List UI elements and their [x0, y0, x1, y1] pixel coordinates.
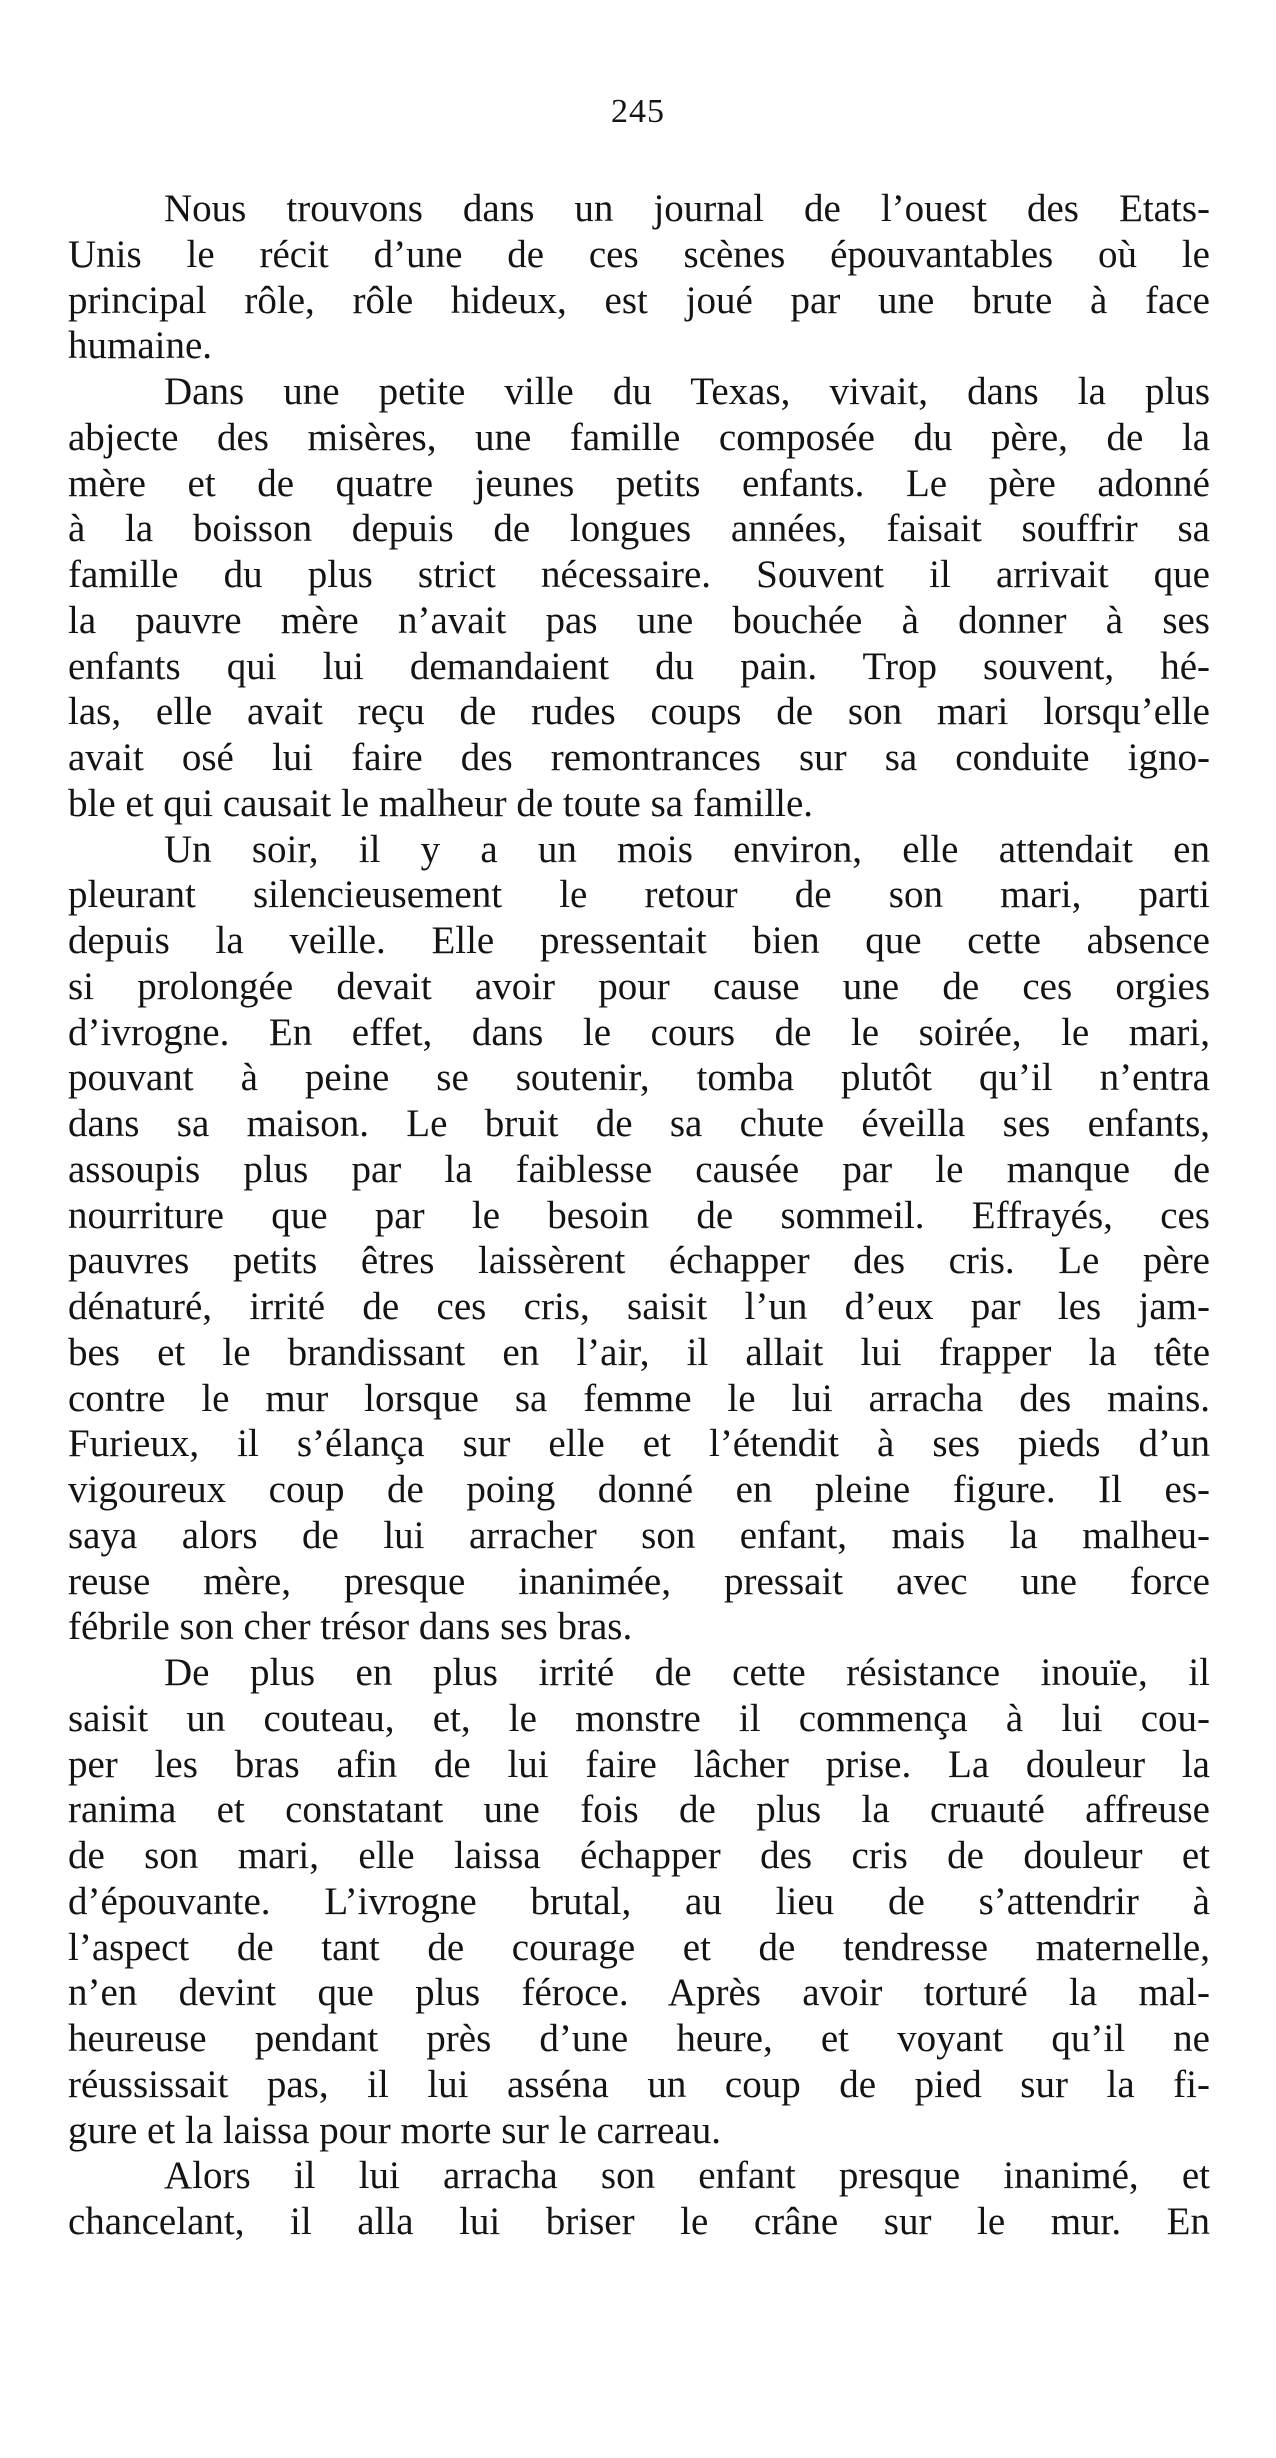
text-line: ble et qui causait le malheur de toute sa famille.: [68, 781, 814, 825]
text-line: dans sa maison. Le bruit de sa chute éveilla ses enfants,: [68, 1102, 1210, 1145]
text-line: vigoureux coup de poing donné en pleine figure. Il es-: [68, 1468, 1210, 1511]
text-line: las, elle avait reçu de rudes coups de son mari lorsqu’elle: [68, 690, 1210, 734]
text-line: principal rôle, rôle hideux, est joué par une brute à face: [68, 278, 1210, 322]
text-line: mère et de quatre jeunes petits enfants. Le père adonné: [68, 461, 1210, 505]
page-number: 245: [611, 93, 665, 130]
text-line: reuse mère, presque inanimée, pressait avec une force: [68, 1559, 1210, 1603]
text-line: Nous trouvons dans un journal de l’ouest des Etats-: [164, 187, 1210, 230]
text-line: enfants qui lui demandaient du pain. Trop souvent, hé-: [68, 644, 1210, 688]
text-line: bes et le brandissant en l’air, il allait lui frapper la tête: [68, 1330, 1210, 1374]
text-line: assoupis plus par la faiblesse causée par le manque de: [68, 1147, 1210, 1191]
text-line: Dans une petite ville du Texas, vivait, dans la plus: [164, 370, 1210, 413]
text-line: per les bras afin de lui faire lâcher prise. La douleur la: [68, 1742, 1210, 1786]
text-line: d’épouvante. L’ivrogne brutal, au lieu de s’attendrir à: [68, 1879, 1210, 1923]
text-line: de son mari, elle laissa échapper des cris de douleur et: [68, 1834, 1210, 1877]
text-line: chancelant, il alla lui briser le crâne sur le mur. En: [68, 2200, 1210, 2243]
text-line: De plus en plus irrité de cette résistance inouïe, il: [164, 1651, 1210, 1694]
text-line: dénaturé, irrité de ces cris, saisit l’un d’eux par les jam-: [68, 1285, 1210, 1328]
text-line: famille du plus strict nécessaire. Souvent il arrivait que: [68, 553, 1210, 596]
text-line: Furieux, il s’élança sur elle et l’étendit à ses pieds d’un: [68, 1422, 1210, 1466]
body-text: [68, 186, 1210, 2245]
text-line: avait osé lui faire des remontrances sur sa conduite igno-: [68, 736, 1210, 779]
text-line: réussissait pas, il lui asséna un coup de pied sur la fi-: [68, 2062, 1210, 2106]
text-line: pouvant à peine se soutenir, tomba plutôt qu’il n’entra: [68, 1056, 1210, 1100]
text-line: saisit un couteau, et, le monstre il commença à lui cou-: [68, 1696, 1210, 1740]
text-line: d’ivrogne. En effet, dans le cours de le soirée, le mari,: [68, 1010, 1210, 1054]
text-line: Un soir, il y a un mois environ, elle attendait en: [164, 827, 1210, 871]
text-line: ranima et constatant une fois de plus la cruauté affreuse: [68, 1788, 1210, 1832]
text-line: la pauvre mère n’avait pas une bouchée à donner à ses: [68, 598, 1210, 642]
text-line: humaine.: [68, 324, 213, 368]
text-line: si prolongée devait avoir pour cause une de ces orgies: [68, 964, 1210, 1008]
text-line: abjecte des misères, une famille composée du père, de la: [68, 415, 1210, 459]
text-line: gure et la laissa pour morte sur le carreau.: [68, 2108, 721, 2152]
text-line: heureuse pendant près d’une heure, et voyant qu’il ne: [68, 2017, 1210, 2060]
text-line: pauvres petits êtres laissèrent échapper des cris. Le père: [68, 1239, 1210, 1283]
text-line: fébrile son cher trésor dans ses bras.: [68, 1605, 633, 1649]
text-line: l’aspect de tant de courage et de tendresse maternelle,: [68, 1925, 1210, 1969]
text-line: depuis la veille. Elle pressentait bien que cette absence: [68, 919, 1210, 962]
text-line: n’en devint que plus féroce. Après avoir torturé la mal-: [68, 1971, 1210, 2015]
text-line: pleurant silencieusement le retour de son mari, parti: [68, 873, 1210, 917]
text-line: saya alors de lui arracher son enfant, mais la malheu-: [68, 1513, 1210, 1557]
text-line: à la boisson depuis de longues années, faisait souffrir sa: [68, 507, 1210, 551]
text-line: nourriture que par le besoin de sommeil. Effrayés, ces: [68, 1193, 1210, 1237]
text-line: contre le mur lorsque sa femme le lui arracha des mains.: [68, 1376, 1210, 1420]
text-line: Alors il lui arracha son enfant presque inanimé, et: [164, 2154, 1210, 2198]
text-line: Unis le récit d’une de ces scènes épouvantables où le: [68, 232, 1210, 276]
